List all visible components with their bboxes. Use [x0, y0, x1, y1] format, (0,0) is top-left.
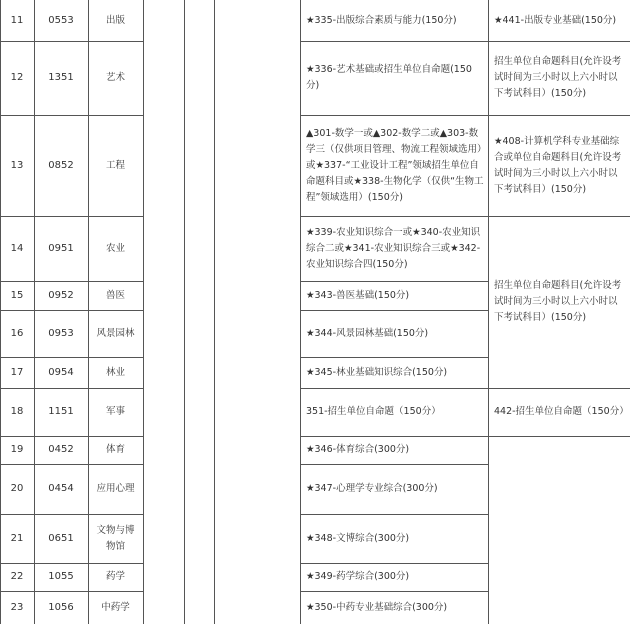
major-name: 药学 [105, 571, 125, 582]
table-vline [488, 0, 489, 624]
subject-four: 招生单位自命题科目(允许设考试时间为三小时以上六小时以下考试科目）(150分) [494, 56, 622, 99]
subject-three: ★350-中药专业基础综合(300分) [306, 601, 448, 613]
table-vline [88, 0, 89, 624]
subject-four: 招生单位自命题科目(允许设考试时间为三小时以上六小时以下考试科目）(150分) [494, 280, 622, 323]
major-code: 0952 [48, 289, 74, 301]
major-name: 应用心理 [96, 483, 135, 494]
major-code: 0852 [48, 159, 74, 171]
subject-three: 351-招生单位自命题（150分） [306, 406, 441, 417]
major-name: 工程 [105, 159, 125, 171]
row-number: 20 [10, 483, 24, 494]
subject-three: ▲301-数学一或▲302-数学二或▲303-数学三（仅供项目管理、物流工程领域选用）或★337-“工业设计工程”领域招生单位自命题科目或★338-生物化学（仅供“生物工程”领域选用）(150分) [306, 127, 484, 203]
table-hline [488, 436, 630, 437]
row-number: 19 [10, 444, 24, 455]
major-name: 出版 [105, 14, 125, 26]
row-number: 23 [10, 601, 24, 613]
row-number: 22 [10, 571, 24, 582]
table-vline [184, 0, 185, 624]
major-code: 1055 [48, 571, 74, 582]
subject-three: ★344-风景园林基础(150分) [306, 327, 429, 339]
major-name: 农业 [105, 242, 125, 254]
subject-three: ★345-林业基础知识综合(150分) [306, 366, 448, 378]
major-name: 林业 [105, 366, 125, 378]
row-number: 16 [10, 327, 24, 339]
major-name: 军事 [105, 406, 125, 417]
row-number: 18 [10, 406, 24, 417]
row-number: 21 [10, 532, 24, 544]
major-name: 兽医 [105, 289, 125, 301]
major-name: 风景园林 [96, 327, 135, 339]
subject-three: ★336-艺术基础或招生单位自命题(150分) [306, 64, 472, 91]
subject-three: ★335-出版综合素质与能力(150分) [306, 14, 457, 26]
row-number: 13 [10, 159, 24, 171]
row-number: 15 [10, 289, 24, 301]
major-code: 0954 [48, 366, 74, 378]
subject-three: ★347-心理学专业综合(300分) [306, 483, 438, 494]
subject-four: ★408-计算机学科专业基础综合或单位自命题科目(允许设考试时间为三小时以上六小时以下考试科目）(150分) [494, 135, 622, 195]
row-number: 12 [10, 72, 24, 83]
major-name: 文物与博物馆 [96, 524, 135, 552]
major-code: 1151 [48, 406, 74, 417]
table-vline [34, 0, 35, 624]
table-vline [0, 0, 1, 624]
major-code: 1056 [48, 601, 74, 613]
table-vline [300, 0, 301, 624]
subject-three: ★346-体育综合(300分) [306, 444, 410, 455]
major-name: 体育 [105, 444, 125, 455]
major-code: 0553 [48, 14, 74, 26]
subject-four: 442-招生单位自命题（150分） [494, 406, 629, 417]
major-code: 0454 [48, 483, 74, 494]
major-code: 0651 [48, 532, 74, 544]
subject-three: ★349-药学综合(300分) [306, 571, 410, 582]
major-code: 0951 [48, 242, 74, 254]
table-vline [143, 0, 144, 624]
major-name: 艺术 [105, 72, 125, 83]
row-number: 14 [10, 242, 24, 254]
table-vline [214, 0, 215, 624]
row-number: 17 [10, 366, 24, 378]
row-number: 11 [10, 14, 24, 26]
major-code: 0452 [48, 444, 74, 455]
major-code: 0953 [48, 327, 74, 339]
major-code: 1351 [48, 72, 74, 83]
subject-four: ★441-出版专业基础(150分) [494, 14, 617, 26]
major-name: 中药学 [101, 601, 130, 613]
subject-three: ★343-兽医基础(150分) [306, 289, 410, 301]
subject-three: ★339-农业知识综合一或★340-农业知识综合二或★341-农业知识综合三或★342-农业知识综合四(150分) [306, 226, 481, 270]
subject-three: ★348-文博综合(300分) [306, 532, 410, 544]
